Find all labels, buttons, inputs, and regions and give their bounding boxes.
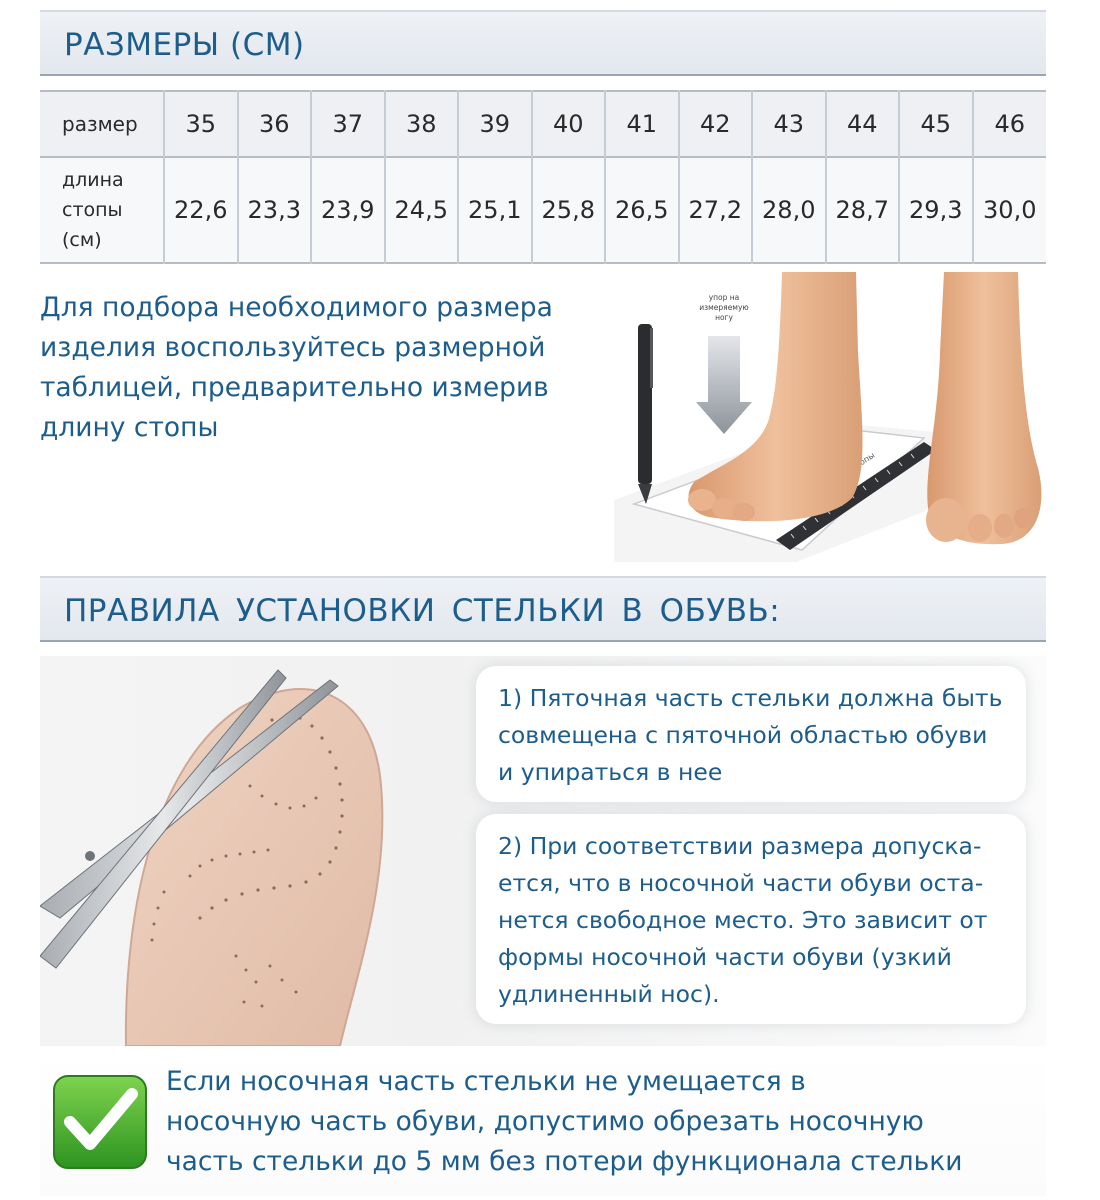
length-cell: 22,6 bbox=[164, 157, 238, 263]
length-label-line: (см) bbox=[62, 229, 102, 251]
foot-measurement-illustration bbox=[606, 272, 1046, 562]
standing-foot bbox=[926, 272, 1041, 544]
note-line: часть стельки до 5 мм без потери функционала стельки bbox=[166, 1146, 963, 1177]
length-label-line: стопы bbox=[62, 199, 123, 221]
instruction-line: изделия воспользуйтесь размерной bbox=[40, 332, 546, 363]
length-row-label bbox=[40, 157, 164, 263]
length-cell: 26,5 bbox=[605, 157, 679, 263]
size-cell: 39 bbox=[458, 91, 532, 157]
rule-card-toe bbox=[476, 814, 1026, 1024]
size-cell: 43 bbox=[752, 91, 826, 157]
length-cell: 28,7 bbox=[826, 157, 900, 263]
rule-line: и упираться в нее bbox=[498, 758, 723, 786]
size-cell: 42 bbox=[679, 91, 753, 157]
size-cell: 35 bbox=[164, 91, 238, 157]
down-arrow-icon bbox=[696, 336, 752, 434]
rule-line: 2) При соответствии размера допуска- bbox=[498, 832, 982, 860]
size-row-label: размер bbox=[62, 112, 138, 136]
ruler-caption: стопы bbox=[850, 450, 877, 473]
length-cell: 23,9 bbox=[311, 157, 385, 263]
instruction-line: длину стопы bbox=[40, 412, 219, 443]
length-cell: 25,1 bbox=[458, 157, 532, 263]
insole-illustration bbox=[40, 656, 480, 1046]
check-icon bbox=[52, 1074, 148, 1170]
length-cell: 25,8 bbox=[532, 157, 606, 263]
arrow-caption-line: упор на bbox=[708, 293, 740, 302]
size-cell: 38 bbox=[385, 91, 459, 157]
pen-icon bbox=[638, 324, 653, 504]
size-table bbox=[40, 90, 1046, 264]
rules-title-bar bbox=[40, 576, 1046, 642]
size-cell: 40 bbox=[532, 91, 606, 157]
size-cell: 44 bbox=[826, 91, 900, 157]
size-row bbox=[40, 91, 1046, 157]
size-cell: 36 bbox=[238, 91, 312, 157]
length-cell: 24,5 bbox=[385, 157, 459, 263]
sizes-title: РАЗМЕРЫ (СМ) bbox=[64, 27, 305, 63]
rule-line: нется свободное место. Это зависит от bbox=[498, 906, 988, 934]
rule-text bbox=[498, 680, 1006, 791]
note-line: Если носочная часть стельки не умещается в bbox=[166, 1066, 806, 1097]
size-cell: 41 bbox=[605, 91, 679, 157]
rule-text bbox=[498, 828, 1006, 1013]
rule-line: совмещена с пяточной областью обуви bbox=[498, 721, 988, 749]
instruction-line: таблицей, предварительно измерив bbox=[40, 372, 549, 403]
size-cell: 46 bbox=[973, 91, 1047, 157]
length-cell: 30,0 bbox=[973, 157, 1047, 263]
note-line: носочную часть обуви, допустимо обрезать носочную bbox=[166, 1106, 924, 1137]
trim-note bbox=[166, 1062, 1046, 1182]
rules-title: ПРАВИЛА УСТАНОВКИ СТЕЛЬКИ В ОБУВЬ: bbox=[64, 593, 781, 629]
rule-card-heel bbox=[476, 666, 1026, 802]
size-cell: 45 bbox=[899, 91, 973, 157]
sizing-instructions bbox=[40, 288, 600, 448]
length-cell: 23,3 bbox=[238, 157, 312, 263]
length-cell: 27,2 bbox=[679, 157, 753, 263]
length-cell: 28,0 bbox=[752, 157, 826, 263]
size-cell: 37 bbox=[311, 91, 385, 157]
rule-line: 1) Пяточная часть стельки должна быть bbox=[498, 684, 1003, 712]
length-row bbox=[40, 157, 1046, 263]
instruction-line: Для подбора необходимого размера bbox=[40, 292, 553, 323]
length-label-line: длина bbox=[62, 169, 124, 191]
length-cell: 29,3 bbox=[899, 157, 973, 263]
rule-line: ется, что в носочной части обуви оста- bbox=[498, 869, 984, 897]
arrow-caption-line: измеряемую bbox=[699, 303, 749, 312]
rule-line: формы носочной части обуви (узкий bbox=[498, 943, 952, 971]
arrow-caption-line: ногу bbox=[715, 313, 733, 322]
rule-line: удлиненный нос). bbox=[498, 980, 720, 1008]
sizes-title-bar bbox=[40, 10, 1046, 76]
